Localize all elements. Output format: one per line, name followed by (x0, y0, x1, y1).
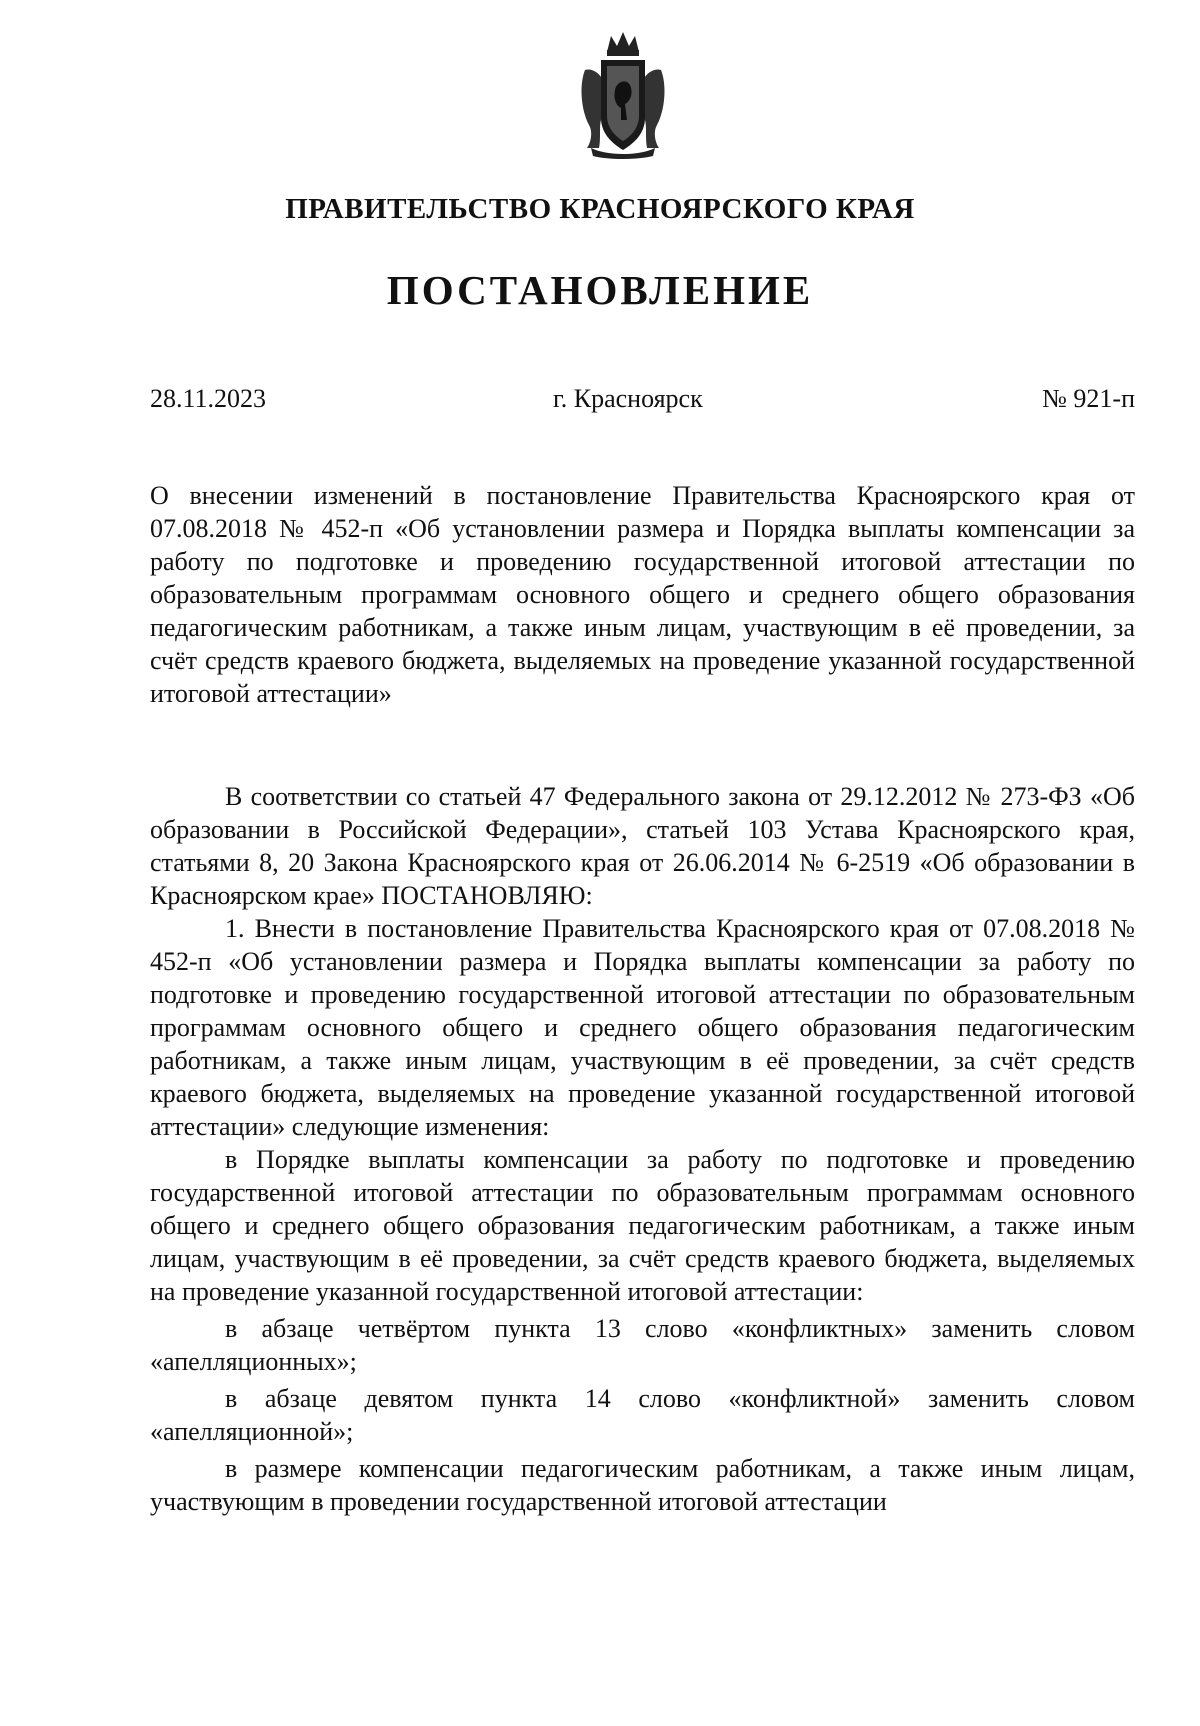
document-subject: О внесении изменений в постановление Правительства Красноярского края от 07.08.2018 № 452-п «Об установлении размера и Порядка выплаты компенсации за работу по подготовке и проведению государственной итоговой аттестации по образовательным программам основного общего и среднего общего образования педагогическим работникам, а также иным лицам, участвующим в её проведении, за счёт средств краевого бюджета, выделяемых на проведение указанной государственной итоговой аттестации» (150, 481, 1135, 708)
document-body (150, 479, 1135, 1518)
paragraph-change-14: в абзаце девятом пункта 14 слово «конфликтной» заменить словом «апелляционной»; (150, 1384, 1135, 1446)
paragraph-compensation: в размере компенсации педагогическим работникам, а также иным лицам, участвующим в проведении государственной итоговой аттестации (150, 1454, 1135, 1516)
document-number: № 921-п (1042, 384, 1135, 413)
document-city: г. Красноярск (553, 384, 703, 413)
paragraph-item-1: 1. Внести в постановление Правительства Красноярского края от 07.08.2018 № 452-п «Об установлении размера и Порядка выплаты компенсации за работу по подготовке и проведению государственной итоговой аттестации по образовательным программам основного общего и среднего общего образования педагогическим работникам, а также иным лицам, участвующим в её проведении, за счёт средств краевого бюджета, выделяемых на проведение указанной государственной итоговой аттестации» следующие изменения: (150, 914, 1135, 1141)
document-type-title: ПОСТАНОВЛЕНИЕ (386, 267, 814, 313)
spacer (150, 710, 1135, 780)
coat-of-arms-icon (577, 30, 669, 160)
document-meta (150, 384, 1135, 420)
document-date: 28.11.2023 (150, 384, 267, 413)
paragraph-procedure: в Порядке выплаты компенсации за работу по подготовке и проведению государственной итоговой аттестации по образовательным программам основного общего и среднего общего образования педагогическим работникам, а также иным лицам, участвующим в её проведении, за счёт средств краевого бюджета, выделяемых на проведение указанной государственной итоговой аттестации: (150, 1145, 1135, 1306)
organization-title: ПРАВИТЕЛЬСТВО КРАСНОЯРСКОГО КРАЯ (285, 193, 915, 225)
paragraph-preamble: В соответствии со статьей 47 Федерального закона от 29.12.2012 № 273-ФЗ «Об образовании в Российской Федерации», статьей 103 Устава Красноярского края, статьями 8, 20 Закона Красноярского края от 26.06.2014 № 6-2519 «Об образовании в Красноярском крае» ПОСТАНОВЛЯЮ: (150, 782, 1135, 910)
paragraph-change-13: в абзаце четвёртом пункта 13 слово «конфликтных» заменить словом «апелляционных»; (150, 1314, 1135, 1376)
